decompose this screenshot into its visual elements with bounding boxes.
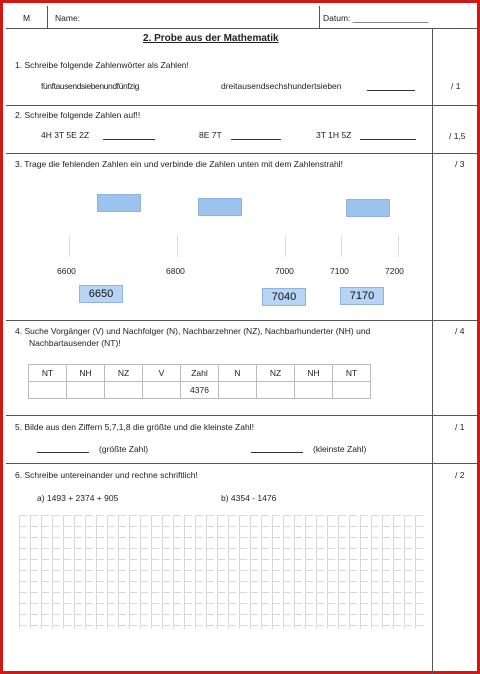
- number-line-tick: [398, 235, 399, 257]
- task4-prompt-line1: 4. Suche Vorgänger (V) und Nachfolger (N), Nachbarzehner (NZ), Nachbarhunderter (NH) und: [15, 326, 371, 336]
- m-label: M: [23, 13, 31, 23]
- points-column-divider: [432, 28, 433, 674]
- header-bottom-line: [6, 28, 477, 29]
- task1-points: / 1: [451, 81, 461, 91]
- header-zahl: Zahl: [181, 365, 219, 382]
- table-row: [29, 382, 371, 399]
- neighbor-table: [28, 364, 371, 399]
- task1-answer-blank[interactable]: [367, 82, 415, 91]
- task5-blank-smallest[interactable]: [251, 444, 303, 453]
- task2-blank-a[interactable]: [103, 131, 155, 140]
- header-v: V: [143, 365, 181, 382]
- task5-divider: [6, 463, 477, 464]
- cell-nt-2[interactable]: [333, 382, 371, 399]
- task6-exercise-b: b) 4354 - 1476: [221, 493, 277, 503]
- task6-prompt: 6. Schreibe untereinander und rechne schriftlich!: [15, 470, 198, 480]
- task2-blank-c[interactable]: [360, 131, 416, 140]
- header-nz-2: NZ: [257, 365, 295, 382]
- name-label: Name:: [55, 13, 81, 23]
- task5-label-largest: (größte Zahl): [99, 444, 149, 454]
- header-nh-2: NH: [295, 365, 333, 382]
- task5-points: / 1: [455, 422, 465, 432]
- table-header-row: [29, 365, 371, 382]
- axis-label-6800: 6800: [166, 266, 185, 276]
- cell-zahl: 4376: [181, 382, 219, 399]
- task2-item-c: 3T 1H 5Z: [316, 130, 352, 140]
- axis-label-7000: 7000: [275, 266, 294, 276]
- cell-nz-2[interactable]: [257, 382, 295, 399]
- task3-prompt: 3. Trage die fehlenden Zahlen ein und verbinde die Zahlen unten mit dem Zahlenstrahl!: [15, 159, 343, 169]
- answer-box-6650[interactable]: 6650: [79, 285, 123, 303]
- number-line-tick: [69, 235, 70, 257]
- cell-nh[interactable]: [67, 382, 105, 399]
- task2-item-a: 4H 3T 5E 2Z: [41, 130, 90, 140]
- task1-divider: [6, 105, 477, 106]
- task4-points: / 4: [455, 326, 465, 336]
- axis-label-6600: 6600: [57, 266, 76, 276]
- task2-prompt: 2. Schreibe folgende Zahlen auf!!: [15, 110, 141, 120]
- date-label: Datum: ________________: [323, 13, 429, 23]
- answer-box-7170[interactable]: 7170: [340, 287, 384, 305]
- header-divider-m: [47, 6, 48, 28]
- task5-label-smallest: (kleinste Zahl): [313, 444, 367, 454]
- calculation-grid[interactable]: [19, 515, 423, 629]
- header-nz: NZ: [105, 365, 143, 382]
- task5-prompt: 5. Bilde aus den Ziffern 5,7,1,8 die größte und die kleinste Zahl!: [15, 422, 254, 432]
- cell-nh-2[interactable]: [295, 382, 333, 399]
- page-title: 2. Probe aus der Mathematik: [143, 33, 279, 44]
- task2-item-b: 8E 7T: [199, 130, 222, 140]
- task1-prompt: 1. Schreibe folgende Zahlenwörter als Zahlen!: [15, 60, 189, 70]
- cell-nt[interactable]: [29, 382, 67, 399]
- task6-points: / 2: [455, 470, 465, 480]
- task6-exercise-a: a) 1493 + 2374 + 905: [37, 493, 119, 503]
- header-nt: NT: [29, 365, 67, 382]
- task3-divider: [6, 320, 477, 321]
- axis-label-7200: 7200: [385, 266, 404, 276]
- missing-number-box-2[interactable]: [198, 198, 242, 216]
- task3-points: / 3: [455, 159, 465, 169]
- task2-blank-b[interactable]: [231, 131, 281, 140]
- header-nt-2: NT: [333, 365, 371, 382]
- number-line-tick: [177, 235, 178, 257]
- header-n: N: [219, 365, 257, 382]
- task1-word-b: dreitausendsechshundertsieben: [221, 81, 342, 91]
- number-line-tick: [285, 235, 286, 257]
- header-nh: NH: [67, 365, 105, 382]
- missing-number-box-3[interactable]: [346, 199, 390, 217]
- missing-number-box-1[interactable]: [97, 194, 141, 212]
- cell-v[interactable]: [143, 382, 181, 399]
- axis-label-7100: 7100: [330, 266, 349, 276]
- number-line-tick: [341, 235, 342, 257]
- task1-word-a: fünftausendsiebenundfünfzig: [41, 81, 139, 91]
- task4-divider: [6, 415, 477, 416]
- answer-box-7040[interactable]: 7040: [262, 288, 306, 306]
- task4-prompt-line2: Nachbartausender (NT)!: [29, 338, 121, 348]
- cell-n[interactable]: [219, 382, 257, 399]
- task2-divider: [6, 153, 477, 154]
- task2-points: / 1,5: [449, 131, 466, 141]
- header-divider-date: [319, 6, 320, 28]
- task5-blank-largest[interactable]: [37, 444, 89, 453]
- cell-nz[interactable]: [105, 382, 143, 399]
